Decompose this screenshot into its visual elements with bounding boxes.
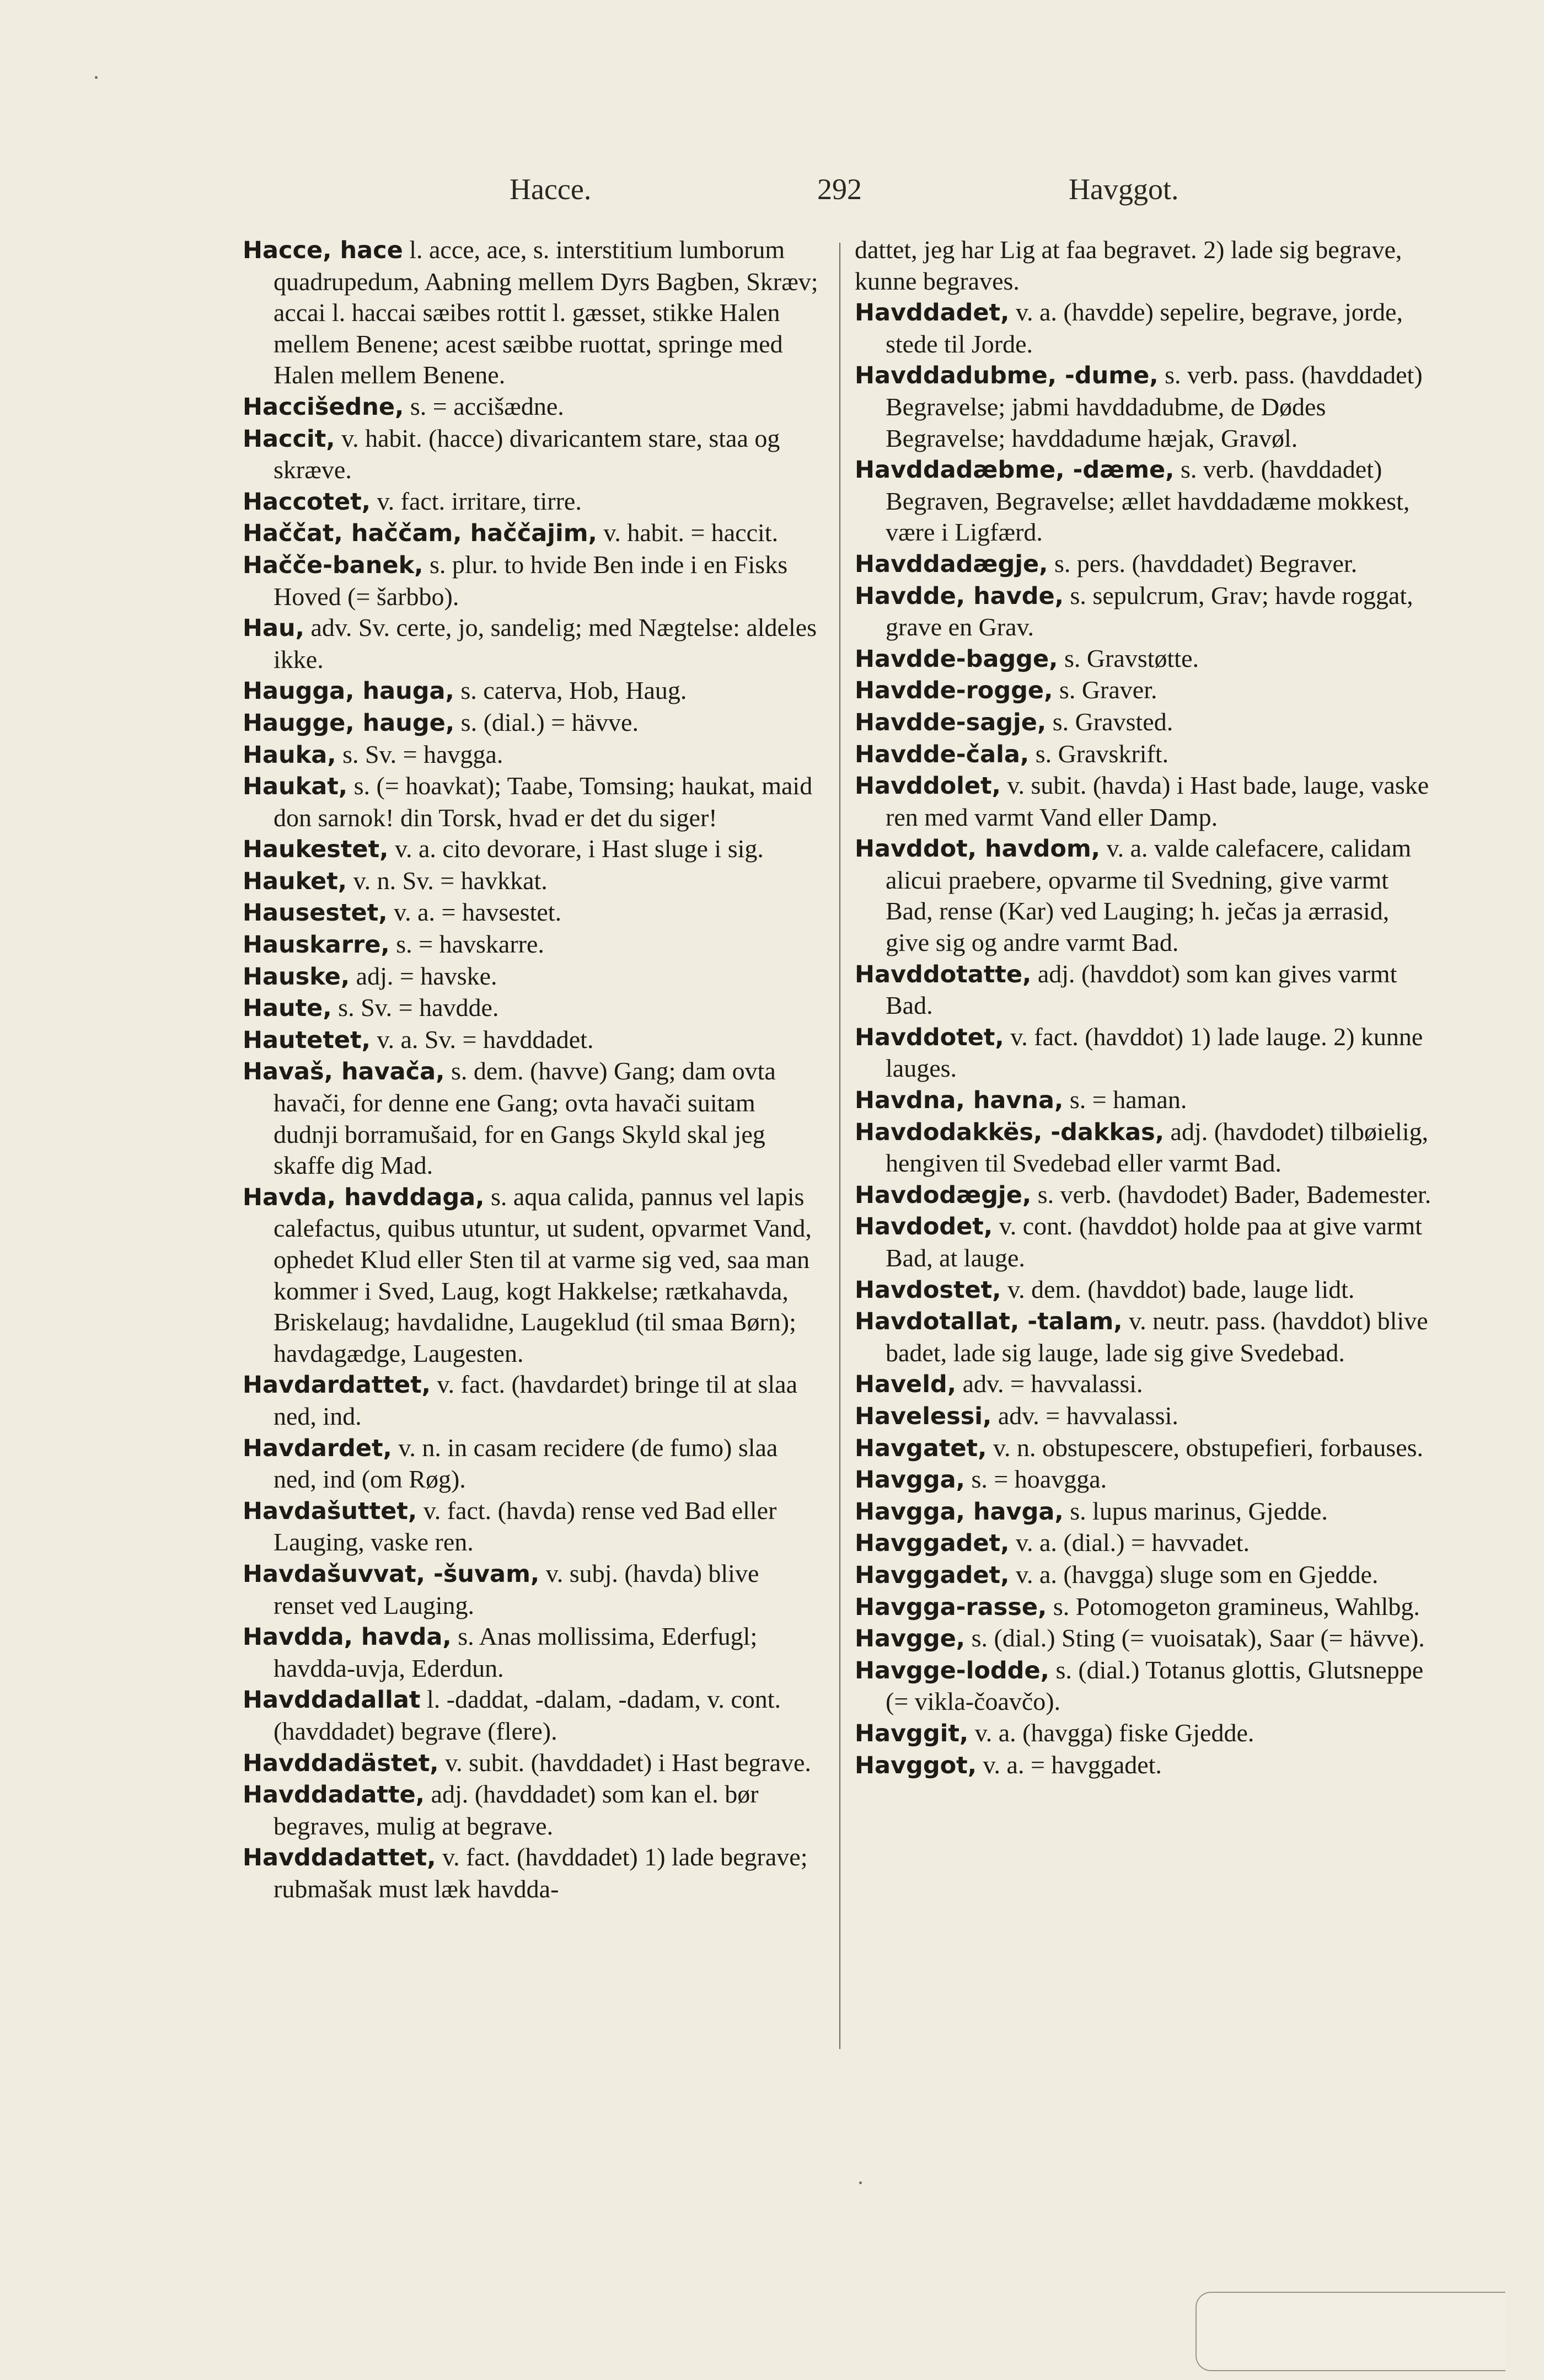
entry-definition: v. a. = havggadet. — [977, 1750, 1162, 1779]
dictionary-entry — [243, 961, 822, 993]
entry-definition: s. (dial.) = hävve. — [454, 708, 639, 736]
right-column — [855, 234, 1434, 1781]
entry-definition: l. acce, ace, s. interstitium lumborum quadrupedum, Aabning mellem Dyrs Bagben, Skræv; accai l. haccai sæibes rottit l. gæsset, stikke Halen mellem Benene; acest sæibbe ruottat, springe med Halen mellem Benene. — [274, 236, 818, 389]
entry-headword: Haute, — [243, 994, 332, 1023]
entry-headword: Havda, havddaga, — [243, 1183, 485, 1211]
entry-headword: Haččat, haččam, haččajim, — [243, 520, 597, 548]
entry-headword: Havdostet, — [855, 1276, 1001, 1304]
dictionary-entry — [243, 549, 822, 612]
entry-definition: s. (= hoavkat); Taabe, Tomsing; haukat, maid don sarnok! din Torsk, hvad er det du siger! — [274, 772, 813, 832]
page-number: 292 — [817, 173, 862, 206]
entry-headword: Havddadästet, — [243, 1749, 439, 1777]
entry-definition: s. verb. (havdodet) Bader, Bademester. — [1031, 1180, 1432, 1208]
entry-headword: Haveld, — [855, 1371, 957, 1399]
entry-continuation: dattet, jeg har Lig at faa begravet. 2) lade sig begrave, kunne begraves. — [855, 236, 1402, 295]
left-column — [243, 234, 822, 1905]
entry-headword: Havdde, havde, — [855, 582, 1064, 610]
entry-definition: v. a. = havsestet. — [387, 898, 562, 927]
entry-headword: Havddot, havdom, — [855, 835, 1101, 863]
entry-headword: Hau, — [243, 614, 304, 643]
dictionary-entry — [855, 1084, 1434, 1116]
entry-definition: s. lupus marinus, Gjedde. — [1063, 1496, 1328, 1525]
entry-definition: s. verb. pass. (havddadet) Begravelse; jabmi havddadubme, de Dødes Begravelse; havddadume hæjak, Gravøl. — [886, 361, 1423, 452]
entry-definition: v. habit. = haccit. — [597, 518, 779, 547]
dictionary-entry — [855, 1496, 1434, 1528]
entry-definition: s. Gravskrift. — [1029, 739, 1169, 768]
dictionary-entry — [855, 707, 1434, 739]
dictionary-entry — [855, 1368, 1434, 1400]
entry-headword: Havddadet, — [855, 299, 1010, 327]
entry-headword: Haccit, — [243, 425, 335, 453]
dictionary-entry — [855, 1116, 1434, 1179]
entry-headword: Havdda, havda, — [243, 1623, 452, 1651]
entry-definition: v. fact. (havddadet) 1) lade begrave; rubmašak must læk havdda- — [274, 1843, 808, 1903]
dictionary-entry — [855, 833, 1434, 958]
entry-definition: s. sepulcrum, Grav; havde roggat, grave en Grav. — [886, 581, 1413, 641]
entry-definition: l. -daddat, -dalam, -dadam, v. cont. (havddadet) begrave (flere). — [274, 1685, 781, 1745]
dictionary-entry — [855, 454, 1434, 548]
entry-headword: Havddotet, — [855, 1023, 1004, 1051]
entry-definition: adj. = havske. — [350, 961, 497, 990]
entry-definition: v. n. Sv. = havkkat. — [347, 866, 548, 895]
entry-headword: Hausestet, — [243, 899, 388, 927]
dictionary-entry — [243, 1779, 822, 1842]
dictionary-entry — [855, 1400, 1434, 1432]
dictionary-entry — [243, 1056, 822, 1181]
entry-definition: v. a. (havgga) sluge som en Gjedde. — [1009, 1560, 1379, 1589]
dictionary-entry — [243, 675, 822, 707]
entry-definition: s. pers. (havddadet) Begraver. — [1048, 549, 1358, 577]
dictionary-entry — [243, 739, 822, 771]
entry-definition: adv. = havvalassi. — [956, 1370, 1143, 1398]
dictionary-entry — [243, 1024, 822, 1056]
dictionary-entry — [855, 1306, 1434, 1368]
entry-definition: v. subit. (havda) i Hast bade, lauge, vaske ren med varmt Vand eller Damp. — [886, 771, 1429, 831]
entry-definition: s. dem. (havve) Gang; dam ovta havači, for denne ene Gang; ovta havači suitam dudnji borramušaid, for en Gangs Skyld skal jeg skaffe dig Mad. — [274, 1057, 776, 1180]
dictionary-entry — [243, 707, 822, 739]
entry-definition: v. fact. (havda) rense ved Bad eller Lauging, vaske ren. — [274, 1496, 777, 1557]
entry-headword: Hauka, — [243, 741, 336, 769]
entry-headword: Havddadatte, — [243, 1781, 425, 1809]
dictionary-entry — [243, 423, 822, 486]
entry-headword: Havelessi, — [855, 1402, 992, 1430]
entry-headword: Haccotet, — [243, 488, 371, 516]
entry-headword: Havdde-bagge, — [855, 645, 1058, 673]
dictionary-entry — [855, 1718, 1434, 1750]
entry-definition: v. a. valde calefacere, calidam alicui praebere, opvarme til Svedning, give varmt Bad, rense (Kar) ved Lauging; h. ječas ja ærrasid, give sig og andre varmt Bad. — [886, 834, 1412, 957]
dictionary-entry — [243, 1621, 822, 1684]
dictionary-entry — [855, 739, 1434, 771]
dictionary-entry — [243, 1181, 822, 1370]
entry-headword: Hačče-banek, — [243, 551, 423, 579]
dictionary-entry — [855, 1655, 1434, 1718]
entry-definition: s. = hoavgga. — [964, 1465, 1107, 1494]
entry-definition: s. (dial.) Totanus glottis, Glutsneppe (= vikla-čoavčo). — [886, 1655, 1424, 1716]
entry-definition: v. n. obstupescere, obstupefieri, forbauses. — [987, 1433, 1424, 1462]
entry-headword: Haukat, — [243, 773, 348, 801]
dictionary-entry — [855, 1021, 1434, 1084]
entry-definition: v. subit. (havddadet) i Hast begrave. — [438, 1748, 811, 1777]
dictionary-entry — [243, 897, 822, 929]
dictionary-entry — [243, 486, 822, 518]
dictionary-entry — [243, 1432, 822, 1495]
dictionary-entry — [855, 297, 1434, 360]
entry-headword: Havdodet, — [855, 1213, 993, 1241]
entry-definition: s. Sv. = havdde. — [331, 993, 499, 1022]
entry-definition: s. = accišædne. — [404, 392, 564, 420]
dictionary-entry — [243, 517, 822, 549]
entry-definition: v. neutr. pass. (havddot) blive badet, lade sig lauge, lade sig give Svedebad. — [886, 1307, 1428, 1367]
dictionary-entry — [243, 1747, 822, 1779]
entry-definition: s. Sv. = havgga. — [336, 740, 503, 768]
entry-headword: Hacce, hace — [243, 237, 403, 264]
entry-headword: Havdodakkës, -dakkas, — [855, 1118, 1165, 1146]
entry-definition: s. = haman. — [1063, 1085, 1187, 1114]
dictionary-entry — [855, 1750, 1434, 1782]
dictionary-entry — [243, 1842, 822, 1905]
entry-definition: v. a. (havgga) fiske Gjedde. — [968, 1718, 1254, 1747]
entry-headword: Havdotallat, -talam, — [855, 1308, 1123, 1336]
paper-speck — [859, 2181, 862, 2184]
entry-headword: Hauket, — [243, 867, 347, 895]
entry-headword: Havdašuvvat, -šuvam, — [243, 1560, 540, 1588]
dictionary-entry — [243, 833, 822, 865]
dictionary-entry — [243, 992, 822, 1024]
entry-definition: adj. (havddadet) som kan el. bør begraves, mulig at begrave. — [274, 1780, 759, 1840]
dictionary-entry — [243, 1495, 822, 1558]
library-stamp-edge — [1195, 2292, 1505, 2371]
entry-definition: adj. (havddot) som kan gives varmt Bad. — [886, 959, 1397, 1020]
entry-headword: Havdna, havna, — [855, 1087, 1064, 1115]
entry-headword: Havgga, — [855, 1466, 965, 1494]
entry-headword: Havggit, — [855, 1719, 969, 1747]
dictionary-entry — [855, 1179, 1434, 1211]
dictionary-entry — [243, 391, 822, 423]
entry-definition: v. a. Sv. = havddadet. — [370, 1025, 594, 1053]
entry-headword: Haugge, hauge, — [243, 709, 455, 737]
entry-definition: s. = havskarre. — [389, 930, 544, 959]
column-divider — [839, 243, 840, 2049]
entry-headword: Havddotatte, — [855, 960, 1032, 988]
entry-headword: Hautetet, — [243, 1026, 371, 1054]
dictionary-entry — [855, 1211, 1434, 1274]
entry-definition: adv. = havvalassi. — [991, 1401, 1178, 1430]
entry-headword: Havdodægje, — [855, 1181, 1032, 1209]
entry-headword: Haukestet, — [243, 836, 389, 864]
dictionary-entry — [855, 643, 1434, 675]
entry-definition: v. fact. (havdardet) bringe til at slaa ned, ind. — [274, 1370, 798, 1430]
dictionary-entry — [855, 1432, 1434, 1464]
entry-headword: Havgga, havga, — [855, 1497, 1064, 1526]
dictionary-entry — [855, 770, 1434, 833]
entry-definition: v. a. cito devorare, i Hast sluge i sig. — [388, 835, 764, 863]
entry-definition: s. (dial.) Sting (= vuoisatak), Saar (= hävve). — [965, 1624, 1425, 1652]
entry-definition: adj. (havdodet) tilbøielig, hengiven til Svedebad eller varmt Bad. — [886, 1117, 1429, 1178]
entry-headword: Haugga, hauga, — [243, 677, 454, 705]
dictionary-entry — [855, 1623, 1434, 1655]
entry-headword: Hauskarre, — [243, 931, 390, 959]
entry-definition: s. Graver. — [1053, 676, 1157, 704]
dictionary-entry — [855, 360, 1434, 454]
entry-headword: Havdde-čala, — [855, 740, 1030, 768]
entry-headword: Havddolet, — [855, 772, 1001, 800]
entry-definition: s. Anas mollissima, Ederfugl; havdda-uvja, Ederdun. — [274, 1622, 758, 1682]
entry-headword: Haccišedne, — [243, 393, 404, 421]
entry-definition: v. subj. (havda) blive renset ved Lauging. — [274, 1559, 759, 1619]
entry-definition: s. Gravsted. — [1046, 707, 1173, 736]
entry-headword: Havdašuttet, — [243, 1497, 417, 1525]
entry-headword: Havgge, — [855, 1625, 966, 1653]
entry-definition: s. Potomogeton gramineus, Wahlbg. — [1047, 1592, 1420, 1620]
dictionary-entry — [855, 548, 1434, 580]
entry-definition: adv. Sv. certe, jo, sandelig; med Nægtelse: aldeles ikke. — [274, 613, 817, 673]
entry-headword: Havddadægje, — [855, 550, 1048, 578]
dictionary-entry — [855, 580, 1434, 643]
entry-headword: Havgatet, — [855, 1434, 987, 1462]
dictionary-entry — [855, 1274, 1434, 1306]
entry-definition: s. Gravstøtte. — [1058, 644, 1199, 672]
dictionary-entry — [855, 1559, 1434, 1591]
dictionary-entry — [243, 1684, 822, 1747]
entry-headword: Havgga-rasse, — [855, 1593, 1047, 1621]
entry-definition: v. a. (dial.) = havvadet. — [1009, 1528, 1250, 1557]
entry-headword: Havdardattet, — [243, 1371, 431, 1399]
entry-definition: v. fact. irritare, tirre. — [371, 486, 582, 515]
dictionary-entry — [243, 234, 822, 391]
dictionary-entry — [243, 1369, 822, 1432]
dictionary-entry — [855, 959, 1434, 1021]
paper-speck — [95, 76, 98, 79]
entry-headword: Havddadallat — [243, 1686, 421, 1714]
entry-definition: s. aqua calida, pannus vel lapis calefactus, quibus utuntur, ut sudent, opvarmet Vand, ophedet Klud eller Sten til at varme sig ved, saa man kommer i Sved, Laug, kogt Hakkelse; rætkahavda, Briskelaug; havdalidne, Laugeklud (til smaa Børn); havdagædge, Laugesten. — [274, 1182, 812, 1367]
dictionary-entry — [855, 1464, 1434, 1496]
dictionary-entry — [243, 865, 822, 897]
dictionary-entry — [243, 612, 822, 675]
entry-definition: v. dem. (havddot) bade, lauge lidt. — [1001, 1275, 1355, 1303]
entry-headword: Havdardet, — [243, 1434, 392, 1462]
entry-headword: Havgge-lodde, — [855, 1656, 1049, 1684]
entry-definition: v. a. (havdde) sepelire, begrave, jorde, stede til Jorde. — [886, 298, 1403, 358]
entry-headword: Havddadæbme, -dæme, — [855, 456, 1175, 484]
entry-headword: Havggadet, — [855, 1529, 1010, 1558]
entry-definition: s. plur. to hvide Ben inde i en Fisks Hoved (= šarbbo). — [274, 550, 788, 611]
running-head-right: Havggot. — [1069, 173, 1179, 206]
dictionary-entry — [243, 1558, 822, 1621]
running-head-left: Hacce. — [510, 173, 592, 206]
entry-definition: v. cont. (havddot) holde paa at give varmt Bad, at lauge. — [886, 1212, 1422, 1272]
entry-definition: s. caterva, Hob, Haug. — [454, 676, 687, 705]
entry-definition: v. fact. (havddot) 1) lade lauge. 2) kunne lauges. — [886, 1022, 1423, 1083]
entry-definition: v. habit. (hacce) divaricantem stare, staa og skræve. — [274, 424, 780, 484]
dictionary-entry — [855, 1591, 1434, 1623]
entry-definition: s. verb. (havddadet) Begraven, Begravelse; ællet havddadæme mokkest, være i Ligfærd. — [886, 455, 1410, 547]
entry-headword: Hauske, — [243, 962, 350, 991]
entry-headword: Havddadubme, -dume, — [855, 362, 1159, 390]
entry-headword: Havddadattet, — [243, 1844, 436, 1872]
dictionary-entry — [855, 1527, 1434, 1559]
entry-headword: Havaš, havača, — [243, 1058, 445, 1086]
dictionary-entry — [243, 771, 822, 833]
dictionary-entry — [243, 929, 822, 961]
entry-headword: Havdde-sagje, — [855, 708, 1047, 736]
entry-headword: Havggot, — [855, 1751, 977, 1779]
dictionary-entry — [855, 675, 1434, 707]
entry-headword: Havggadet, — [855, 1561, 1010, 1589]
entry-headword: Havdde-rogge, — [855, 677, 1053, 705]
entry-definition: v. n. in casam recidere (de fumo) slaa ned, ind (om Røg). — [274, 1433, 778, 1494]
